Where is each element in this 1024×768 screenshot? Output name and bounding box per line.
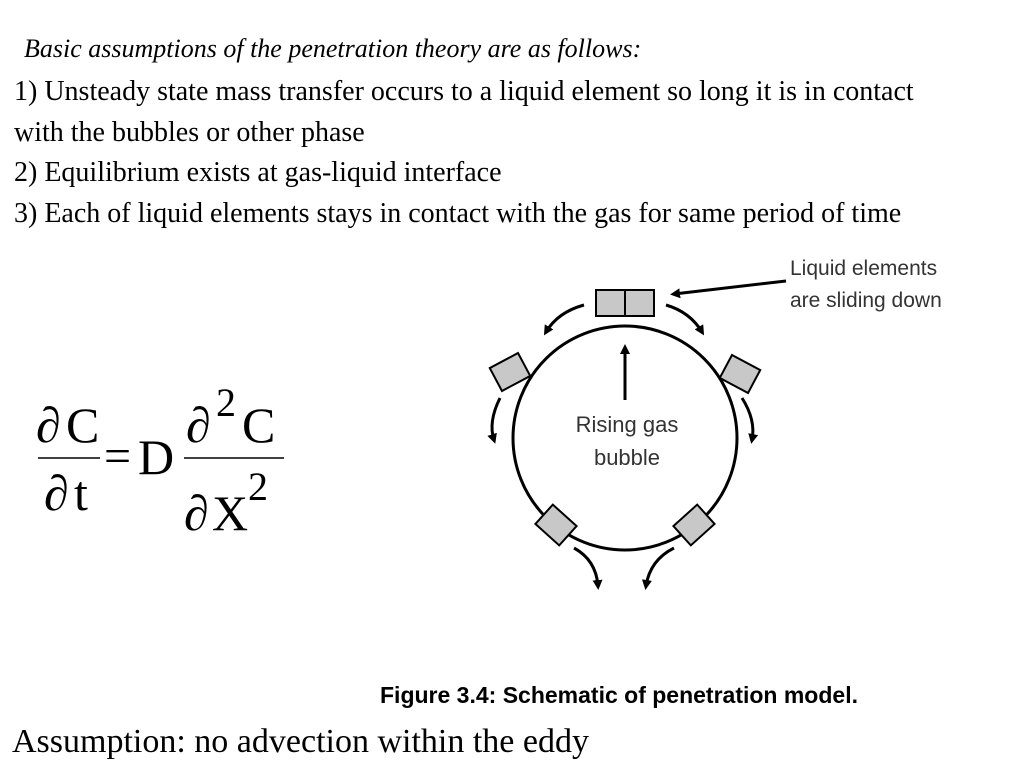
slide-arrow-bottom-right-icon xyxy=(646,548,674,586)
rhs-denominator-power: 2 xyxy=(248,464,268,509)
slide-arrow-left-icon xyxy=(492,398,500,440)
lhs-numerator-var: C xyxy=(66,397,100,453)
intro-heading: Basic assumptions of the penetration theory are as follows: xyxy=(24,34,642,63)
footer-assumption: Assumption: no advection within the eddy xyxy=(12,723,589,760)
annotation-label-line2: are sliding down xyxy=(790,289,942,312)
rhs-denominator-var: X xyxy=(212,485,249,541)
penetration-model-diagram xyxy=(470,255,1010,605)
diffusion-equation xyxy=(0,360,320,560)
annotation-pointer-icon xyxy=(674,281,786,294)
assumption-item: 3) Each of liquid elements stays in contact with the gas for same period of time xyxy=(14,197,902,229)
liquid-element-left xyxy=(490,353,530,391)
slide-arrow-top-right-icon xyxy=(666,305,702,332)
lhs-partial-symbol-denominator: ∂ xyxy=(44,465,69,521)
bubble-label-line2: bubble xyxy=(593,445,661,470)
rhs-numerator-power: 2 xyxy=(216,380,236,425)
slide-arrow-top-left-icon xyxy=(546,305,584,332)
lhs-denominator-var: t xyxy=(74,465,88,521)
rhs-numerator-var: C xyxy=(242,397,276,453)
liquid-element-top xyxy=(596,290,654,316)
figure-caption: Figure 3.4: Schematic of penetration model. xyxy=(380,682,858,708)
annotation-label-line1: Liquid elements xyxy=(790,257,938,280)
diffusion-coefficient: D xyxy=(138,429,175,485)
rhs-partial-symbol: ∂ xyxy=(186,397,211,453)
bubble-label-line1: Rising gas xyxy=(575,412,679,437)
rhs-partial-symbol-denominator: ∂ xyxy=(184,485,209,541)
assumption-item: 2) Equilibrium exists at gas-liquid interface xyxy=(14,157,502,188)
assumption-list xyxy=(14,72,954,234)
lhs-partial-symbol: ∂ xyxy=(36,397,61,453)
slide-arrow-right-icon xyxy=(742,398,753,440)
slide-arrow-bottom-left-icon xyxy=(574,548,598,586)
assumption-item: 1) Unsteady state mass transfer occurs to a liquid element so long it is in contact with the bubbles or other phase xyxy=(14,76,914,148)
equals-sign: = xyxy=(104,430,132,483)
